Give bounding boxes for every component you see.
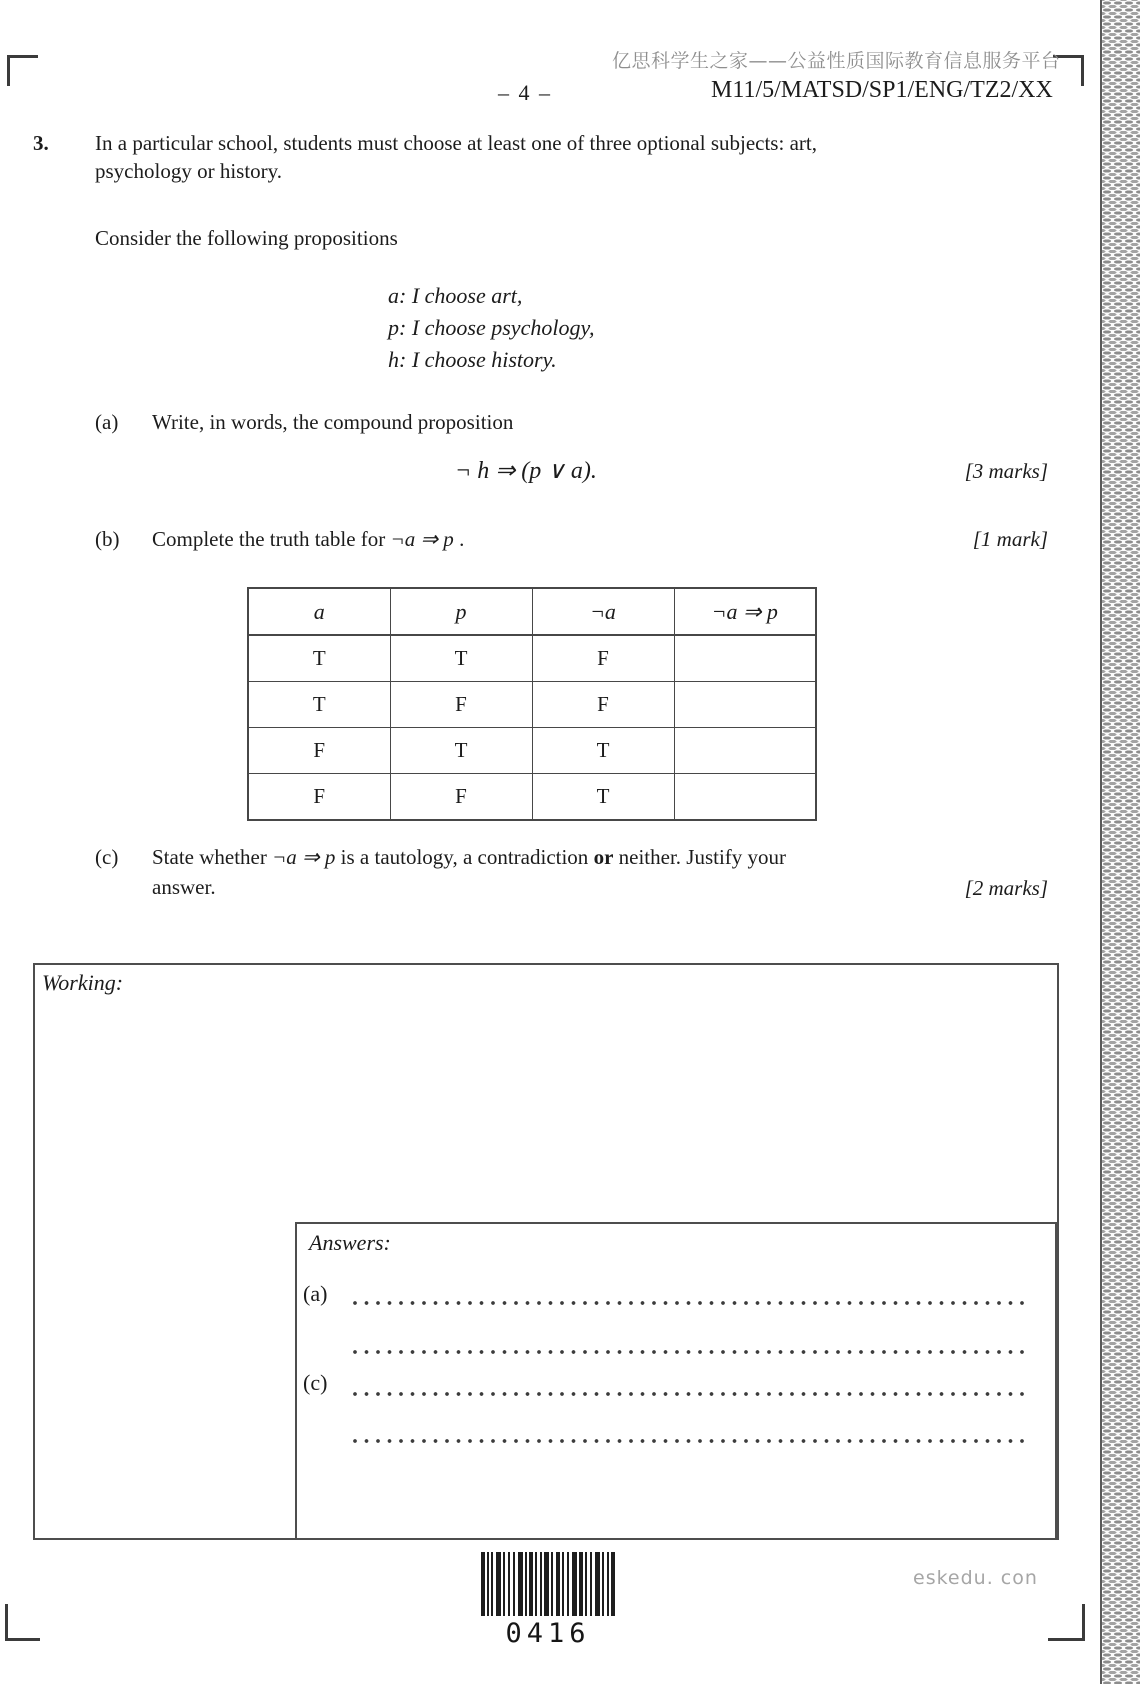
part-b-marks: [1 mark] (972, 527, 1048, 551)
exam-code: M11/5/MATSD/SP1/ENG/TZ2/XX (711, 77, 1053, 103)
consider-text: Consider the following propositions (95, 226, 398, 250)
crop-mark-bottom-left (5, 1604, 40, 1641)
page-number: – 4 – (498, 80, 552, 105)
question-intro-line2: psychology or history. (95, 159, 283, 183)
truth-cell: F (390, 774, 532, 821)
answer-a-dotted-line-2 (352, 1349, 1030, 1355)
site-banner: 亿思科学生之家——公益性质国际教育信息服务平台 (612, 50, 1061, 72)
truth-table-row (248, 635, 816, 682)
truth-cell: T (248, 682, 390, 728)
barcode-number: 0416 (505, 1618, 591, 1649)
proposition-h: h: I choose history. (388, 347, 557, 372)
answer-c-label: (c) (303, 1370, 328, 1395)
answer-a-dotted-line-1 (352, 1300, 1030, 1306)
propositions-list (388, 280, 595, 376)
proposition-p: p: I choose psychology, (388, 315, 595, 340)
truth-table-header-not-a: ¬a (532, 588, 674, 635)
part-c-line1 (152, 845, 786, 870)
truth-cell-blank (674, 728, 816, 774)
question-number: 3. (33, 131, 49, 155)
truth-table-header-a: a (248, 588, 390, 635)
answer-c-dotted-line-1 (352, 1391, 1030, 1397)
part-b-label: (b) (95, 527, 120, 551)
part-b-formula: ¬a ⇒ p (390, 527, 454, 551)
truth-cell: T (532, 774, 674, 821)
truth-cell-blank (674, 635, 816, 682)
truth-cell: F (532, 682, 674, 728)
truth-cell: T (532, 728, 674, 774)
part-a-text: Write, in words, the compound proposition (152, 410, 514, 434)
proposition-a: a: I choose art, (388, 283, 523, 308)
truth-cell-blank (674, 774, 816, 821)
part-a-formula: ¬ h ⇒ (p ∨ a). (455, 458, 597, 484)
barcode (481, 1552, 615, 1616)
truth-table-row (248, 728, 816, 774)
part-b-text-post: . (453, 527, 465, 551)
truth-table-row (248, 774, 816, 821)
answer-c-dotted-line-2 (352, 1438, 1030, 1444)
part-a-marks: [3 marks] (964, 459, 1048, 483)
working-label: Working: (42, 970, 124, 995)
truth-cell: T (248, 635, 390, 682)
answers-box (295, 1222, 1057, 1540)
truth-cell: T (390, 635, 532, 682)
right-halftone-strip (1100, 0, 1140, 1684)
answer-a-label: (a) (303, 1281, 328, 1306)
truth-cell-blank (674, 682, 816, 728)
part-c-or-bold: or (593, 845, 614, 869)
truth-table-header-row (248, 588, 816, 635)
part-c-text-post: neither. Justify your (613, 845, 787, 869)
part-b-text (152, 527, 464, 552)
part-c-text-mid: is a tautology, a contradiction (335, 845, 594, 869)
answers-label: Answers: (309, 1230, 391, 1255)
part-c-line2: answer. (152, 875, 216, 899)
crop-mark-top-left (7, 55, 38, 86)
watermark-text: eskedu. con (913, 1567, 1038, 1589)
part-c-marks: [2 marks] (964, 876, 1048, 900)
part-a-label: (a) (95, 410, 119, 434)
crop-mark-bottom-right (1048, 1604, 1085, 1641)
truth-table (247, 587, 817, 821)
truth-table-row (248, 682, 816, 728)
truth-table-header-p: p (390, 588, 532, 635)
part-b-text-pre: Complete the truth table for (152, 527, 391, 551)
truth-cell: F (532, 635, 674, 682)
truth-cell: T (390, 728, 532, 774)
truth-table-header-implication: ¬a ⇒ p (674, 588, 816, 635)
part-c-label: (c) (95, 845, 119, 869)
truth-cell: F (390, 682, 532, 728)
question-intro-line1: In a particular school, students must choose at least one of three optional subjects: art, (95, 131, 817, 155)
part-c-formula: ¬a ⇒ p (272, 845, 336, 869)
truth-cell: F (248, 774, 390, 821)
part-c-text-pre: State whether (152, 845, 273, 869)
truth-cell: F (248, 728, 390, 774)
